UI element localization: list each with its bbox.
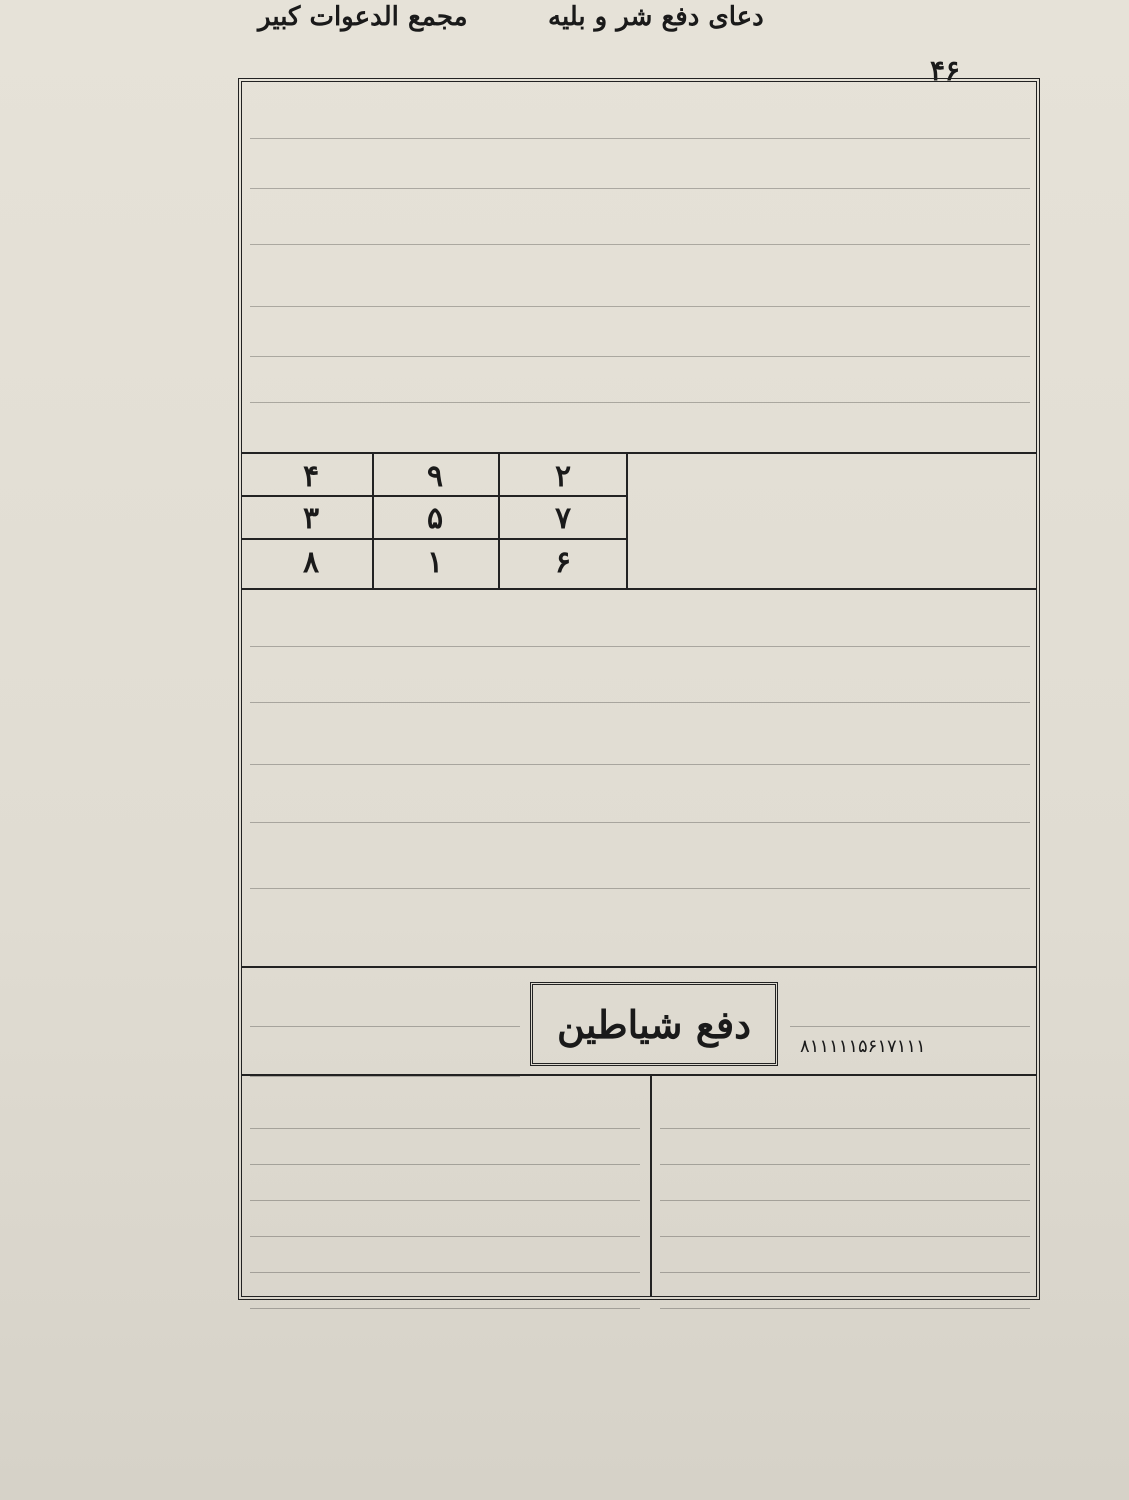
square-cell: ۳ (302, 501, 320, 536)
text-line-5 (250, 310, 1030, 357)
lower-grid-border (242, 1074, 1036, 1076)
text-line-2 (250, 142, 1030, 189)
square-cell: ۱ (426, 545, 444, 580)
lower-section-border (242, 966, 1036, 968)
para-line-4 (250, 776, 1030, 823)
chapter-title: دعای دفع شر و بلیه (548, 2, 764, 32)
lower-right-line-1 (790, 980, 1030, 1027)
lower-col-divider (650, 1074, 652, 1296)
square-cell: ۵ (426, 501, 444, 536)
square-cell: ۷ (554, 501, 572, 536)
para-line-6 (250, 902, 1030, 948)
table-col-divider-2 (498, 452, 500, 590)
lower-left-line-1 (250, 980, 520, 1027)
book-title: مجمع الدعوات کبیر (258, 2, 468, 32)
text-line-3 (250, 198, 1030, 245)
text-line-7 (250, 402, 1030, 448)
para-line-5 (250, 842, 1030, 889)
square-cell: ۶ (554, 545, 572, 580)
page-number: ۴۶ (930, 54, 961, 87)
text-line-4 (250, 260, 1030, 307)
square-cell: ۲ (554, 459, 572, 494)
section-title-box: دفع شیاطین (530, 982, 778, 1066)
para-line-3 (250, 718, 1030, 765)
para-line-1 (250, 600, 1030, 647)
number-strip: ۸۱۱۱۱۱۵۶۱۷۱۱۱ (800, 1036, 926, 1057)
lower-left-col-line-6 (250, 1262, 640, 1309)
para-line-2 (250, 656, 1030, 703)
lower-left-line-2 (250, 1030, 520, 1077)
table-col-divider-3 (626, 452, 628, 590)
table-bottom-border (242, 588, 1036, 590)
square-cell: ۸ (302, 545, 320, 580)
text-line-1 (250, 92, 1030, 139)
square-cell: ۹ (426, 459, 444, 494)
lower-right-col-line-6 (660, 1262, 1030, 1309)
table-col-divider-1 (372, 452, 374, 590)
square-cell: ۴ (302, 459, 320, 494)
text-line-6 (250, 356, 1030, 403)
